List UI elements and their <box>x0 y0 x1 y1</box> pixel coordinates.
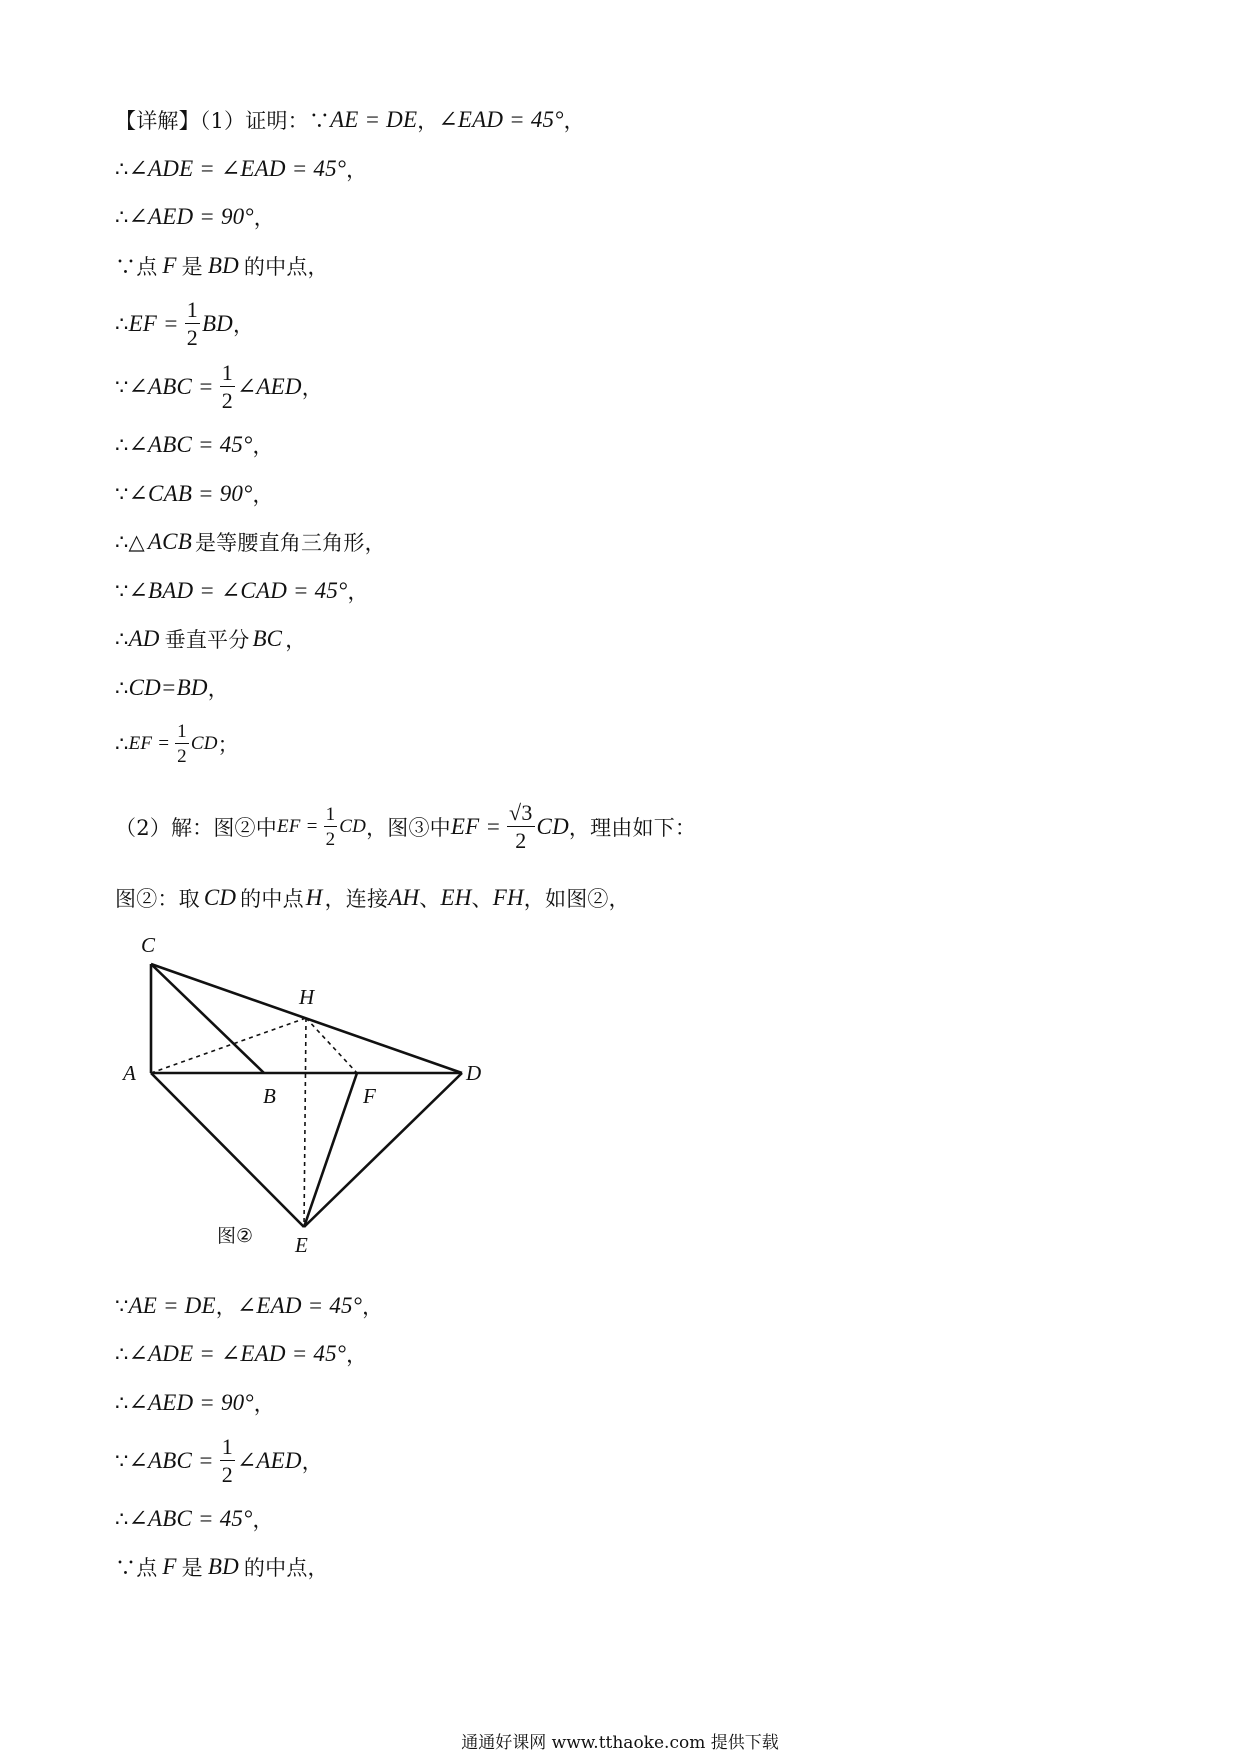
math-expr: ∠ADE = ∠EAD = 45° <box>128 1341 347 1366</box>
line-text: 的中点 <box>240 887 304 911</box>
because-symbol: ∵ <box>115 1449 129 1473</box>
because-symbol: ∵ <box>115 482 129 506</box>
math-var: BD <box>207 253 239 278</box>
line-text: ，理由如下： <box>568 816 697 840</box>
punct: ； <box>217 733 239 757</box>
segment-eh-dashed <box>304 1018 306 1227</box>
proof-line-12 <box>115 668 229 708</box>
math-var: BD <box>201 311 233 336</box>
line-text: 的中点， <box>243 1556 329 1580</box>
line-text: （2）解：图②中 <box>115 816 277 840</box>
punct: ， <box>346 158 368 182</box>
punct: ， <box>252 1508 274 1532</box>
fraction <box>507 802 534 852</box>
punct: ， <box>285 628 307 652</box>
math-expr: ∠EAD = 45° <box>236 1293 363 1318</box>
therefore-symbol: ∴ <box>115 676 129 700</box>
label-b: B <box>263 1084 276 1108</box>
math-expr: AE = DE <box>330 107 418 132</box>
fraction <box>220 1436 235 1486</box>
fraction-denominator: 2 <box>325 829 336 850</box>
punct: ， <box>301 1450 323 1474</box>
punct: ， <box>215 1295 237 1319</box>
proof-line-11 <box>115 619 306 659</box>
fraction-numerator: 1 <box>325 804 336 825</box>
proof-line-9 <box>115 522 386 562</box>
proof-line-17 <box>115 1334 367 1374</box>
because-symbol: ∵ <box>115 1294 129 1318</box>
math-var: CD <box>536 814 569 839</box>
punct: ， <box>252 483 274 507</box>
punct: ， <box>301 376 323 400</box>
label-a: A <box>123 1061 136 1085</box>
fraction <box>220 362 235 412</box>
punct: ， <box>207 677 229 701</box>
proof-line-21 <box>115 1547 329 1587</box>
therefore-symbol: ∴ <box>115 732 129 756</box>
fraction-numerator: 1 <box>221 1434 233 1459</box>
geometry-figure <box>115 930 515 1260</box>
proof-line-4 <box>115 246 329 286</box>
punct: ， <box>253 1392 275 1416</box>
label-c: C <box>141 933 156 957</box>
proof-line-3 <box>115 197 275 237</box>
proof-line-7 <box>115 425 274 465</box>
punct: ， <box>233 313 255 337</box>
proof-line-6 <box>115 355 323 419</box>
math-var: FH <box>492 885 524 910</box>
punct: ， <box>417 109 439 133</box>
segment-de <box>304 1073 462 1227</box>
line-text: 的中点， <box>243 255 329 279</box>
punct: ， <box>346 1343 368 1367</box>
fraction-numerator: 1 <box>221 360 233 385</box>
fraction-denominator: 2 <box>186 325 198 350</box>
math-var: ACB <box>147 529 192 554</box>
therefore-symbol: ∴ <box>115 1507 129 1531</box>
math-expr: AE = DE <box>128 1293 216 1318</box>
therefore-symbol: ∴ <box>115 627 129 651</box>
line-text: ，连接 <box>324 887 389 911</box>
label-d: D <box>466 1061 482 1085</box>
label-e: E <box>295 1233 308 1257</box>
math-var: BC <box>252 626 283 651</box>
label-f: F <box>363 1084 376 1108</box>
therefore-symbol: ∴ <box>115 205 129 229</box>
fraction-numerator: 1 <box>186 297 198 322</box>
math-expr: ∠AED <box>236 1448 302 1473</box>
math-expr: ∠AED = 90° <box>128 204 254 229</box>
page-footer: 通通好课网 www.tthaoke.com 提供下载 <box>461 1733 779 1753</box>
punct: ， <box>252 434 274 458</box>
math-expr: EF = <box>128 311 179 336</box>
math-var: CD <box>339 816 367 837</box>
figure-caption: 图② <box>217 1225 254 1247</box>
line-text: ，如图②， <box>523 887 630 911</box>
punct: ， <box>563 109 585 133</box>
line-text: 【详解】（1）证明：∵ <box>115 109 331 133</box>
punct: ， <box>362 1295 384 1319</box>
proof-line-8 <box>115 474 274 514</box>
math-expr: ∠AED <box>236 374 302 399</box>
fraction <box>175 722 189 766</box>
line-text: ∵点 <box>115 1556 158 1580</box>
fraction-numerator: 1 <box>177 721 187 742</box>
fraction-numerator: √3 <box>509 800 533 825</box>
segment-fe <box>304 1073 357 1227</box>
therefore-symbol: ∴ <box>115 312 129 336</box>
math-var: H <box>305 885 323 910</box>
line-text: 图②：取 <box>115 887 200 911</box>
proof-line-18 <box>115 1383 275 1423</box>
line-text: ∴△ <box>115 530 145 554</box>
because-symbol: ∵ <box>115 579 129 603</box>
punct: ， <box>347 580 369 604</box>
math-expr: ∠EAD = 45° <box>438 107 564 132</box>
proof-line-10 <box>115 571 369 611</box>
proof-line-16 <box>115 1286 383 1326</box>
segment-cb <box>151 964 264 1073</box>
math-expr: EF = <box>128 733 171 754</box>
therefore-symbol: ∴ <box>115 1391 129 1415</box>
proof-line-5 <box>115 292 254 356</box>
line-text: 是 <box>181 255 203 279</box>
proof-line-19 <box>115 1429 323 1493</box>
punct: 、 <box>419 887 441 911</box>
math-var: BD <box>207 1554 239 1579</box>
math-expr: ∠AED = 90° <box>128 1390 254 1415</box>
label-h: H <box>299 985 315 1009</box>
fraction <box>324 805 338 849</box>
proof-line-20 <box>115 1499 274 1539</box>
fraction <box>185 299 200 349</box>
because-symbol: ∵ <box>115 375 129 399</box>
line-text: 是 <box>181 1556 203 1580</box>
math-var: F <box>162 253 177 278</box>
line-text: 是等腰直角三角形， <box>194 531 386 555</box>
line-text: 垂直平分 <box>164 628 250 652</box>
math-expr: ∠ABC = <box>128 374 214 399</box>
math-expr: CD=BD <box>128 675 208 700</box>
math-var: F <box>162 1554 177 1579</box>
math-expr: ∠ADE = ∠EAD = 45° <box>128 156 347 181</box>
fraction-denominator: 2 <box>221 388 233 413</box>
fraction-denominator: 2 <box>177 746 187 767</box>
math-expr: ∠BAD = ∠CAD = 45° <box>128 578 348 603</box>
math-expr: ∠ABC = 45° <box>128 1506 253 1531</box>
line-text: ，图③中 <box>366 816 451 840</box>
math-expr: EF = <box>450 814 502 839</box>
math-var: AH <box>388 885 420 910</box>
segment-ae <box>151 1073 304 1227</box>
therefore-symbol: ∴ <box>115 433 129 457</box>
math-var: EH <box>440 885 472 910</box>
line-text: ∵点 <box>115 255 158 279</box>
fraction-denominator: 2 <box>515 828 527 853</box>
math-var: CD <box>190 733 218 754</box>
segment-ah-dashed <box>151 1018 306 1073</box>
math-var: AD <box>128 626 160 651</box>
fraction-denominator: 2 <box>221 1462 233 1487</box>
punct: ， <box>253 206 275 230</box>
proof-line-1 <box>115 100 585 140</box>
math-expr: EF = <box>276 816 319 837</box>
punct: 、 <box>471 887 493 911</box>
math-var: CD <box>203 885 237 910</box>
proof-line-13 <box>115 712 239 776</box>
proof-line-2 <box>115 149 367 189</box>
math-expr: ∠CAB = 90° <box>128 481 253 506</box>
part2-answer-line <box>115 795 696 859</box>
math-expr: ∠ABC = 45° <box>128 432 253 457</box>
therefore-symbol: ∴ <box>115 157 129 181</box>
math-expr: ∠ABC = <box>128 1448 214 1473</box>
therefore-symbol: ∴ <box>115 1342 129 1366</box>
proof-line-15 <box>115 878 630 918</box>
